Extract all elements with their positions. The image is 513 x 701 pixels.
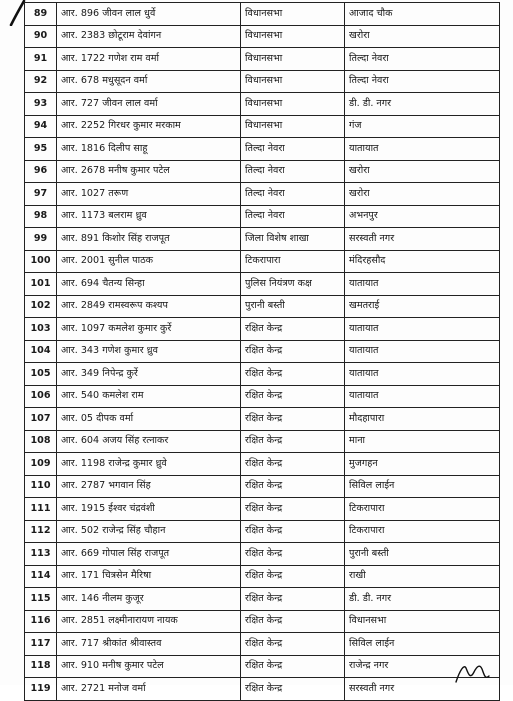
serial-cell: 114	[25, 565, 57, 588]
name-cell: आर. 1722 गणेश राम वर्मा	[57, 48, 241, 71]
name-cell: आर. 694 चैतन्य सिन्हा	[57, 273, 241, 296]
serial-cell: 105	[25, 363, 57, 386]
serial-cell: 100	[25, 250, 57, 273]
name-cell: आर. 05 दीपक वर्मा	[57, 408, 241, 431]
table-row	[25, 160, 500, 183]
name-cell: आर. 896 जीवन लाल धुर्वे	[57, 3, 241, 26]
new-posting-cell: पुरानी बस्ती	[345, 543, 500, 566]
name-cell: आर. 604 अजय सिंह रत्नाकर	[57, 430, 241, 453]
table-row	[25, 610, 500, 633]
new-posting-cell: खमतराई	[345, 295, 500, 318]
current-posting-cell: पुलिस नियंत्रण कक्ष	[241, 273, 345, 296]
new-posting-cell: माना	[345, 430, 500, 453]
name-cell: आर. 146 नीलम कुजूर	[57, 588, 241, 611]
current-posting-cell: रक्षित केन्द्र	[241, 610, 345, 633]
current-posting-cell: विधानसभा	[241, 70, 345, 93]
name-cell: आर. 540 कमलेश राम	[57, 385, 241, 408]
name-cell: आर. 502 राजेन्द्र सिंह चौहान	[57, 520, 241, 543]
table-row	[25, 93, 500, 116]
new-posting-cell: टिकरापारा	[345, 498, 500, 521]
current-posting-cell: रक्षित केन्द्र	[241, 430, 345, 453]
name-cell: आर. 343 गणेश कुमार ध्रुव	[57, 340, 241, 363]
name-cell: आर. 669 गोपाल सिंह राजपूत	[57, 543, 241, 566]
name-cell: आर. 2001 सुनील पाठक	[57, 250, 241, 273]
serial-cell: 109	[25, 453, 57, 476]
name-cell: आर. 2383 छोटूराम देवांगन	[57, 25, 241, 48]
table-row	[25, 475, 500, 498]
table-row	[25, 205, 500, 228]
table-row	[25, 70, 500, 93]
table-row	[25, 363, 500, 386]
new-posting-cell: खरोरा	[345, 160, 500, 183]
serial-cell: 113	[25, 543, 57, 566]
table-row	[25, 25, 500, 48]
serial-cell: 104	[25, 340, 57, 363]
new-posting-cell: खरोरा	[345, 25, 500, 48]
name-cell: आर. 1027 तरूण	[57, 183, 241, 206]
serial-cell: 91	[25, 48, 57, 71]
current-posting-cell: रक्षित केन्द्र	[241, 363, 345, 386]
serial-cell: 93	[25, 93, 57, 116]
current-posting-cell: विधानसभा	[241, 25, 345, 48]
current-posting-cell: तिल्दा नेवरा	[241, 160, 345, 183]
transfer-table	[24, 2, 500, 701]
table-row	[25, 655, 500, 678]
serial-cell: 95	[25, 138, 57, 161]
table-row	[25, 408, 500, 431]
new-posting-cell: राजेन्द्र नगर	[345, 655, 500, 678]
serial-cell: 102	[25, 295, 57, 318]
new-posting-cell: यातायात	[345, 138, 500, 161]
name-cell: आर. 1097 कमलेश कुमार कुर्रे	[57, 318, 241, 341]
serial-cell: 99	[25, 228, 57, 251]
current-posting-cell: रक्षित केन्द्र	[241, 498, 345, 521]
serial-cell: 111	[25, 498, 57, 521]
table-row	[25, 430, 500, 453]
current-posting-cell: तिल्दा नेवरा	[241, 183, 345, 206]
current-posting-cell: टिकरापारा	[241, 250, 345, 273]
current-posting-cell: विधानसभा	[241, 93, 345, 116]
name-cell: आर. 2252 गिरधर कुमार मरकाम	[57, 115, 241, 138]
current-posting-cell: विधानसभा	[241, 115, 345, 138]
name-cell: आर. 717 श्रीकांत श्रीवास्तव	[57, 633, 241, 656]
current-posting-cell: पुरानी बस्ती	[241, 295, 345, 318]
table-row	[25, 3, 500, 26]
current-posting-cell: रक्षित केन्द्र	[241, 318, 345, 341]
serial-cell: 101	[25, 273, 57, 296]
current-posting-cell: रक्षित केन्द्र	[241, 340, 345, 363]
current-posting-cell: विधानसभा	[241, 48, 345, 71]
current-posting-cell: रक्षित केन्द्र	[241, 633, 345, 656]
new-posting-cell: डी. डी. नगर	[345, 93, 500, 116]
new-posting-cell: यातायात	[345, 385, 500, 408]
current-posting-cell: रक्षित केन्द्र	[241, 565, 345, 588]
name-cell: आर. 2851 लक्ष्मीनारायण नायक	[57, 610, 241, 633]
table-row	[25, 678, 500, 701]
new-posting-cell: राखी	[345, 565, 500, 588]
current-posting-cell: रक्षित केन्द्र	[241, 385, 345, 408]
table-row	[25, 520, 500, 543]
serial-cell: 90	[25, 25, 57, 48]
name-cell: आर. 2787 भगवान सिंह	[57, 475, 241, 498]
name-cell: आर. 678 मधुसूदन वर्मा	[57, 70, 241, 93]
new-posting-cell: विधानसभा	[345, 610, 500, 633]
name-cell: आर. 1816 दिलीप साहू	[57, 138, 241, 161]
name-cell: आर. 2849 रामस्वरूप कश्यप	[57, 295, 241, 318]
new-posting-cell: आजाद चौक	[345, 3, 500, 26]
serial-cell: 112	[25, 520, 57, 543]
current-posting-cell: रक्षित केन्द्र	[241, 520, 345, 543]
current-posting-cell: रक्षित केन्द्र	[241, 475, 345, 498]
table-row	[25, 633, 500, 656]
new-posting-cell: मुजगहन	[345, 453, 500, 476]
name-cell: आर. 891 किशोर सिंह राजपूत	[57, 228, 241, 251]
name-cell: आर. 171 चित्रसेन मैरिषा	[57, 565, 241, 588]
new-posting-cell: सरस्वती नगर	[345, 678, 500, 701]
serial-cell: 110	[25, 475, 57, 498]
serial-cell: 118	[25, 655, 57, 678]
current-posting-cell: विधानसभा	[241, 3, 345, 26]
serial-cell: 119	[25, 678, 57, 701]
name-cell: आर. 1915 ईश्वर चंद्रवंशी	[57, 498, 241, 521]
name-cell: आर. 1198 राजेन्द्र कुमार ध्रुवे	[57, 453, 241, 476]
current-posting-cell: रक्षित केन्द्र	[241, 678, 345, 701]
new-posting-cell: मौदहापारा	[345, 408, 500, 431]
current-posting-cell: रक्षित केन्द्र	[241, 453, 345, 476]
table-row	[25, 228, 500, 251]
table-row	[25, 453, 500, 476]
table-row	[25, 183, 500, 206]
new-posting-cell: सरस्वती नगर	[345, 228, 500, 251]
table-row	[25, 48, 500, 71]
name-cell: आर. 1173 बलराम ध्रुव	[57, 205, 241, 228]
new-posting-cell: यातायात	[345, 318, 500, 341]
table-row	[25, 543, 500, 566]
current-posting-cell: रक्षित केन्द्र	[241, 588, 345, 611]
serial-cell: 115	[25, 588, 57, 611]
serial-cell: 89	[25, 3, 57, 26]
table-row	[25, 588, 500, 611]
new-posting-cell: तिल्दा नेवरा	[345, 48, 500, 71]
new-posting-cell: यातायात	[345, 363, 500, 386]
new-posting-cell: अभनपुर	[345, 205, 500, 228]
new-posting-cell: गंज	[345, 115, 500, 138]
table-row	[25, 498, 500, 521]
signature	[452, 660, 498, 685]
new-posting-cell: खरोरा	[345, 183, 500, 206]
serial-cell: 98	[25, 205, 57, 228]
name-cell: आर. 2721 मनोज वर्मा	[57, 678, 241, 701]
new-posting-cell: मंदिरहसौद	[345, 250, 500, 273]
new-posting-cell: तिल्दा नेवरा	[345, 70, 500, 93]
current-posting-cell: रक्षित केन्द्र	[241, 543, 345, 566]
new-posting-cell: सिविल लाईन	[345, 475, 500, 498]
name-cell: आर. 349 निपेन्द्र कुर्रे	[57, 363, 241, 386]
current-posting-cell: रक्षित केन्द्र	[241, 408, 345, 431]
table-row	[25, 273, 500, 296]
new-posting-cell: टिकरापारा	[345, 520, 500, 543]
serial-cell: 116	[25, 610, 57, 633]
serial-cell: 107	[25, 408, 57, 431]
serial-cell: 92	[25, 70, 57, 93]
current-posting-cell: जिला विशेष शाखा	[241, 228, 345, 251]
name-cell: आर. 2678 मनीष कुमार पटेल	[57, 160, 241, 183]
serial-cell: 103	[25, 318, 57, 341]
name-cell: आर. 727 जीवन लाल वर्मा	[57, 93, 241, 116]
current-posting-cell: रक्षित केन्द्र	[241, 655, 345, 678]
serial-cell: 97	[25, 183, 57, 206]
new-posting-cell: यातायात	[345, 340, 500, 363]
table-row	[25, 340, 500, 363]
current-posting-cell: तिल्दा नेवरा	[241, 205, 345, 228]
table-row	[25, 318, 500, 341]
table-row	[25, 115, 500, 138]
table-row	[25, 385, 500, 408]
new-posting-cell: यातायात	[345, 273, 500, 296]
serial-cell: 117	[25, 633, 57, 656]
serial-cell: 108	[25, 430, 57, 453]
table-row	[25, 138, 500, 161]
table-row	[25, 295, 500, 318]
serial-cell: 106	[25, 385, 57, 408]
current-posting-cell: तिल्दा नेवरा	[241, 138, 345, 161]
new-posting-cell: सिविल लाईन	[345, 633, 500, 656]
serial-cell: 96	[25, 160, 57, 183]
name-cell: आर. 910 मनीष कुमार पटेल	[57, 655, 241, 678]
serial-cell: 94	[25, 115, 57, 138]
table-row	[25, 565, 500, 588]
new-posting-cell: डी. डी. नगर	[345, 588, 500, 611]
transfer-table-body	[25, 3, 500, 701]
table-row	[25, 250, 500, 273]
